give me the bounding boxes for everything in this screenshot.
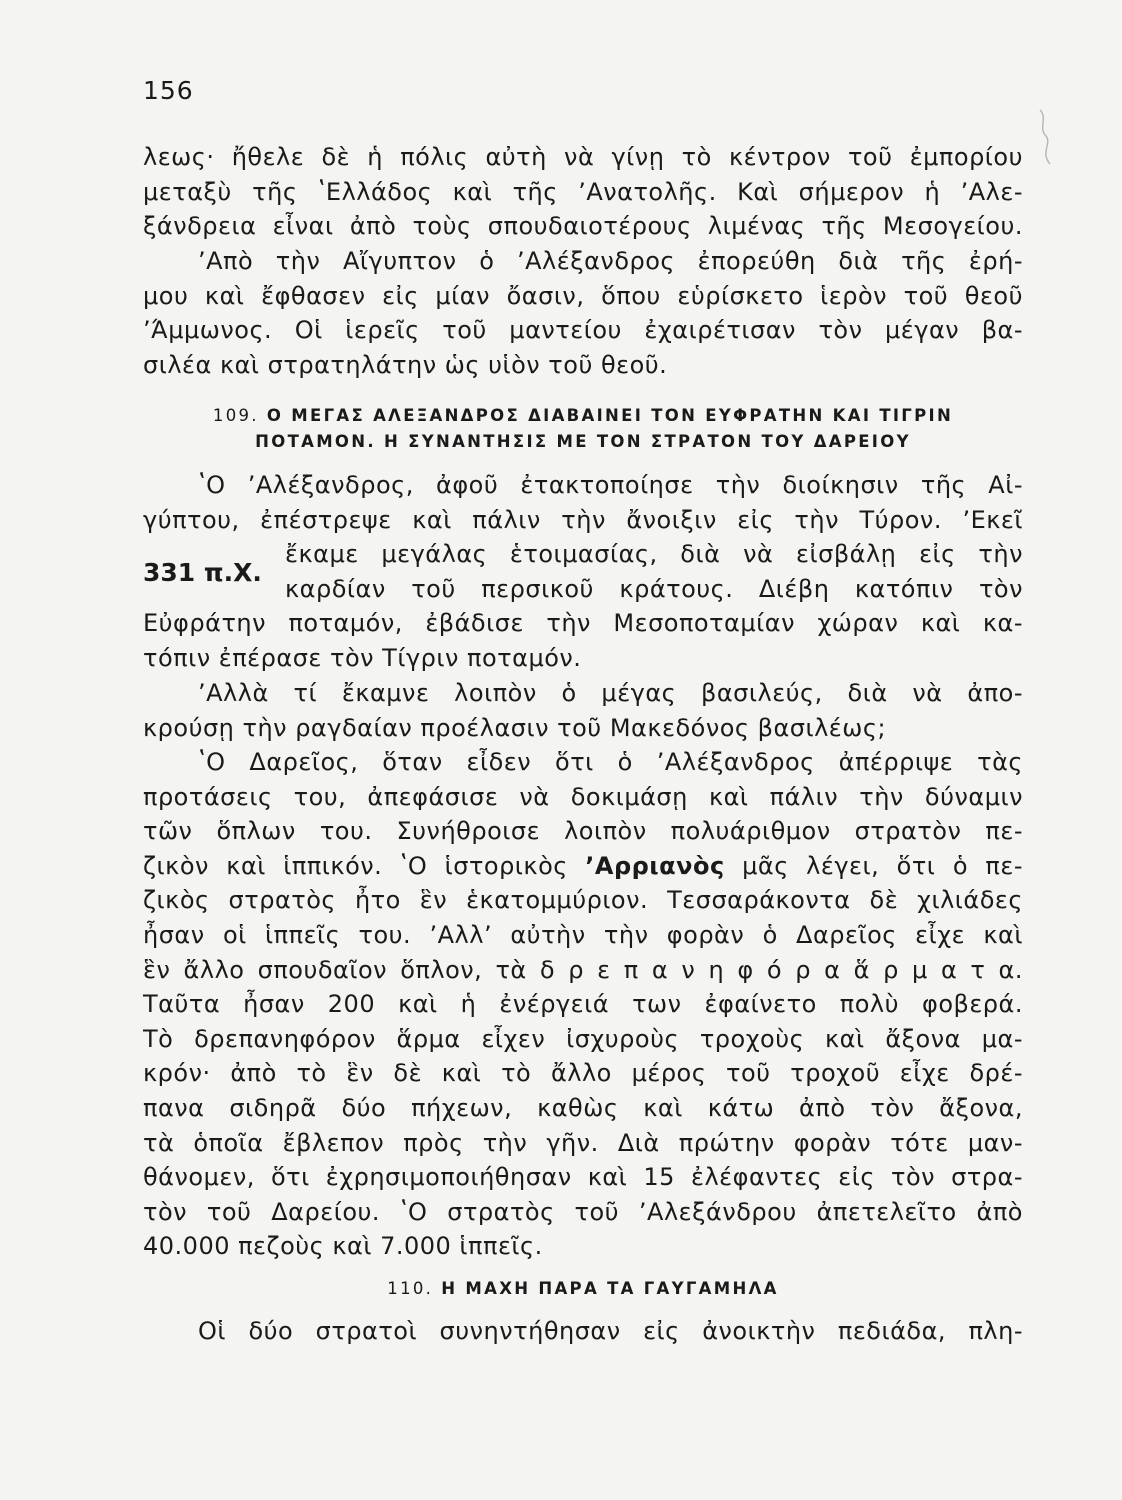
text-line: Ταῦτα ἦσαν 200 καὶ ἡ ἐνέργειά των ἐφαίνετο πολὺ φοβερά. (143, 990, 1023, 1019)
text-line: μεταξὺ τῆς ʽΕλλάδος καὶ τῆς ʼΑνατολῆς. Καὶ σήμερον ἡ ʼΑλε- (143, 177, 1023, 206)
text-line: ξάνδρεια εἶναι ἀπὸ τοὺς σπουδαιοτέρους λιμένας τῆς Μεσογείου. (143, 212, 1023, 241)
historian-name: ʼΑρριανὸς (585, 851, 725, 880)
paragraph-5 (143, 745, 1023, 1264)
text-line: τόπιν ἐπέρασε τὸν Τίγριν ποταμόν. (143, 643, 582, 672)
text-line: ἦσαν οἱ ἱππεῖς του. ʼΑλλʼ αὐτὴν τὴν φορὰν ὁ Δαρεῖος εἶχε καὶ (143, 920, 1023, 949)
text-line: λεως· ἤθελε δὲ ἡ πόλις αὐτὴ νὰ γίνῃ τὸ κέντρον τοῦ ἐμπορίου (143, 143, 1023, 171)
text-line: τὰ ὁποῖα ἔβλεπον πρὸς τὴν γῆν. Διὰ πρώτην φορὰν τότε μαν- (143, 1128, 1023, 1157)
text-fragment: ζικὸν καὶ ἱππικόν. ʽΟ ἱστορικὸς (143, 851, 586, 880)
text-line: ʼΑλλὰ τί ἔκαμνε λοιπὸν ὁ μέγας βασιλεύς, διὰ νὰ ἀπο- (198, 679, 1023, 707)
text-line: θάνομεν, ὅτι ἐχρησιμοποιήθησαν καὶ 15 ἐλέφαντες εἰς τὸν στρα- (143, 1163, 1023, 1192)
section-heading-110 (143, 1276, 1023, 1302)
paragraph-1 (143, 140, 1023, 244)
text-line: ζικὸς στρατὸς ἦτο ἓν ἑκατομμύριον. Τεσσαράκοντα δὲ χιλιάδες (143, 886, 1023, 915)
text-fragment: μᾶς λέγει, ὅτι ὁ πε- (724, 851, 1023, 880)
text-line: καρδίαν τοῦ περσικοῦ κράτους. Διέβη κατόπιν τὸν (285, 574, 1023, 603)
section-title: Η ΜΑΧΗ ΠΑΡΑ ΤΑ ΓΑΥΓΑΜΗΛΑ (441, 1279, 779, 1298)
paragraph-6 (143, 1314, 1023, 1349)
text-line: κρόν· ἀπὸ τὸ ἓν δὲ καὶ τὸ ἄλλο μέρος τοῦ τροχοῦ εἶχε δρέ- (143, 1059, 1023, 1088)
text-line: προτάσεις του, ἀπεφάσισε νὰ δοκιμάσῃ καὶ πάλιν τὴν δύναμιν (143, 782, 1023, 811)
text-line: ʼΆμμωνος. Οἱ ἱερεῖς τοῦ μαντείου ἐχαιρέτισαν τὸν μέγαν βα- (143, 316, 1023, 345)
section-heading-109 (143, 403, 1023, 455)
margin-pencil-mark (1030, 108, 1070, 168)
text-line: 40.000 πεζοὺς καὶ 7.000 ἱππεῖς. (143, 1232, 543, 1261)
text-line: γύπτου, ἐπέστρεψε καὶ πάλιν τὴν ἄνοιξιν εἰς τὴν Τύρον. ʼΕκεῖ (143, 505, 1023, 534)
text-line: μου καὶ ἔφθασεν εἰς μίαν ὄασιν, ὅπου εὑρίσκετο ἱερὸν τοῦ θεοῦ (143, 281, 1023, 310)
text-line: τὸν τοῦ Δαρείου. ʽΟ στρατὸς τοῦ ʼΑλεξάνδρου ἀπετελεῖτο ἀπὸ (143, 1197, 1023, 1226)
text-line: σιλέα καὶ στρατηλάτην ὡς υἱὸν τοῦ θεοῦ. (143, 350, 668, 379)
section-title-line-2: ΠΟΤΑΜΟΝ. Η ΣΥΝΑΝΤΗΣΙΣ ΜΕ ΤΟΝ ΣΤΡΑΤΟΝ ΤΟΥ ΔΑΡΕΙΟΥ (255, 432, 911, 451)
text-line: Εὐφράτην ποταμόν, ἐβάδισε τὴν Μεσοποταμίαν χώραν καὶ κα- (143, 609, 1023, 638)
text-line: Οἱ δύο στρατοὶ συνηντήθησαν εἰς ἀνοικτὴν πεδιάδα, πλη- (198, 1317, 1023, 1345)
text-line: ἔκαμε μεγάλας ἑτοιμασίας, διὰ νὰ εἰσβάλῃ εἰς τὴν (285, 540, 1023, 569)
text-line: ʽΟ Δαρεῖος, ὅταν εἶδεν ὅτι ὁ ʼΑλέξανδρος ἀπέρριψε τὰς (198, 748, 1023, 776)
paragraph-3 (143, 468, 1023, 676)
text-line: ἓν ἄλλο σπουδαῖον ὅπλον, τὰ δ ρ ε π α ν η φ ό ρ α ἅ ρ μ α τ α. (143, 955, 1023, 984)
section-number: 109. (212, 406, 259, 425)
side-note-date: 331 π.Χ. (143, 558, 262, 587)
section-title-line-1: Ο ΜΕΓΑΣ ΑΛΕΞΑΝΔΡΟΣ ΔΙΑΒΑΙΝΕΙ ΤΟΝ ΕΥΦΡΑΤΗΝ ΚΑΙ ΤΙΓΡΙΝ (266, 406, 954, 425)
text-line: πανα σιδηρᾶ δύο πήχεων, καθὼς καὶ κάτω ἀπὸ τὸν ἄξονα, (143, 1093, 1023, 1122)
text-line: τῶν ὅπλων του. Συνήθροισε λοιπὸν πολυάριθμον στρατὸν πε- (143, 817, 1023, 846)
text-line: κρούσῃ τὴν ραγδαίαν προέλασιν τοῦ Μακεδόνος βασιλέως; (143, 713, 887, 742)
page-number: 156 (143, 76, 194, 105)
text-line: ʽΟ ʼΑλέξανδρος, ἀφοῦ ἐτακτοποίησε τὴν διοίκησιν τῆς Αἰ- (198, 471, 1023, 499)
paragraph-4 (143, 676, 1023, 745)
text-line: Τὸ δρεπανηφόρον ἅρμα εἶχεν ἰσχυροὺς τροχοὺς καὶ ἄξονα μα- (143, 1024, 1023, 1053)
paragraph-2 (143, 244, 1023, 382)
section-number: 110. (387, 1279, 434, 1298)
text-line: ʼΑπὸ τὴν Αἴγυπτον ὁ ʼΑλέξανδρος ἐπορεύθη διὰ τῆς ἐρή- (198, 247, 1023, 275)
text-line-with-name (143, 849, 1023, 884)
